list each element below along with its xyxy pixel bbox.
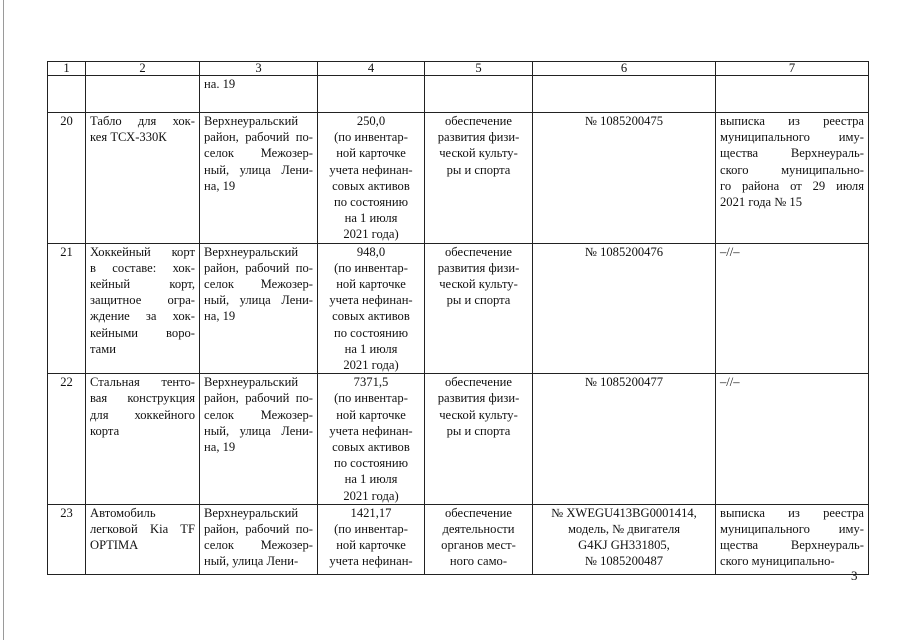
id-line: G4KJ GH331805, bbox=[578, 538, 670, 553]
item-value-cell bbox=[318, 504, 425, 574]
item-name-cell bbox=[86, 374, 200, 505]
purpose-line: развития физи- bbox=[437, 130, 520, 145]
basis-line: –//– bbox=[720, 375, 740, 390]
value-line: 2021 года) bbox=[343, 358, 399, 373]
item-purpose-cell bbox=[425, 374, 533, 505]
value-line: 7371,5 bbox=[353, 375, 389, 390]
name-line: OPTIMA bbox=[90, 538, 139, 553]
item-basis-cell bbox=[716, 113, 869, 244]
purpose-line: ческой культу- bbox=[439, 146, 518, 161]
item-id-cell bbox=[533, 243, 716, 374]
table-row bbox=[48, 113, 869, 244]
value-line: на 1 июля bbox=[344, 472, 398, 487]
value-line: учета нефинан- bbox=[329, 162, 413, 177]
id-line: № 1085200477 bbox=[584, 375, 664, 390]
purpose-line: ческой культу- bbox=[439, 277, 518, 292]
address-line: район, рабочий по- bbox=[204, 130, 313, 145]
address-line: на, 19 bbox=[204, 309, 236, 324]
name-line: вая конструкция bbox=[90, 391, 195, 406]
page-number: 3 bbox=[851, 568, 858, 583]
item-value-cell bbox=[318, 243, 425, 374]
value-line: ной карточке bbox=[336, 146, 406, 161]
id-line: № 1085200475 bbox=[584, 114, 664, 128]
purpose-line: ры и спорта bbox=[446, 423, 511, 438]
item-id-cell bbox=[533, 113, 716, 244]
name-line: кея ТСХ-330К bbox=[90, 130, 167, 145]
address-line: ный, улица Лени- bbox=[204, 554, 299, 569]
name-line: Табло для хок- bbox=[90, 114, 195, 128]
basis-line: го района от 29 июля bbox=[720, 178, 864, 193]
value-line: (по инвентар- bbox=[334, 130, 408, 145]
basis-line: –//– bbox=[720, 244, 740, 259]
purpose-line: обеспечение bbox=[444, 114, 513, 128]
item-address-cell bbox=[200, 243, 318, 374]
item-address-cell bbox=[200, 374, 318, 505]
purpose-line: органов мест- bbox=[441, 538, 516, 553]
header-cell-2: 2 bbox=[86, 62, 200, 76]
value-line: совых активов bbox=[332, 309, 410, 324]
purpose-line: ры и спорта bbox=[446, 293, 511, 308]
table-row bbox=[48, 243, 869, 374]
address-line: селок Межозер- bbox=[204, 146, 313, 161]
item-number-cell: 21 bbox=[48, 243, 86, 374]
value-line: учета нефинан- bbox=[329, 554, 413, 569]
column-number-header-row bbox=[48, 62, 869, 76]
address-line: Верхнеуральский bbox=[204, 244, 299, 259]
property-registry-table bbox=[47, 61, 869, 575]
address-line: на, 19 bbox=[204, 440, 236, 455]
continuation-cell-4 bbox=[318, 76, 425, 113]
name-line: ждение за хок- bbox=[90, 309, 195, 324]
purpose-line: развития физи- bbox=[437, 260, 520, 275]
value-line: (по инвентар- bbox=[334, 522, 408, 537]
page-edge-line bbox=[3, 0, 4, 640]
item-value-cell bbox=[318, 374, 425, 505]
header-cell-7: 7 bbox=[716, 62, 869, 76]
continuation-address-line: на. 19 bbox=[204, 77, 236, 91]
value-line: ной карточке bbox=[336, 277, 406, 292]
value-line: 1421,17 bbox=[350, 505, 392, 520]
name-line: кейный корт, bbox=[90, 277, 195, 292]
purpose-line: обеспечение bbox=[444, 244, 513, 259]
value-line: по состоянию bbox=[333, 325, 409, 340]
value-line: (по инвентар- bbox=[334, 260, 408, 275]
name-line: Автомобиль bbox=[90, 505, 156, 520]
header-cell-3: 3 bbox=[200, 62, 318, 76]
address-line: район, рабочий по- bbox=[204, 391, 313, 406]
name-line: Стальная тенто- bbox=[90, 375, 195, 390]
address-line: район, рабочий по- bbox=[204, 522, 313, 537]
continuation-cell-7 bbox=[716, 76, 869, 113]
value-line: 2021 года) bbox=[343, 488, 399, 503]
name-line: тами bbox=[90, 341, 116, 356]
id-line: № 1085200487 bbox=[584, 554, 664, 569]
value-line: по состоянию bbox=[333, 456, 409, 471]
address-line: ный, улица Лени- bbox=[204, 423, 313, 438]
purpose-line: развития физи- bbox=[437, 391, 520, 406]
continuation-cell-1 bbox=[48, 76, 86, 113]
value-line: учета нефинан- bbox=[329, 293, 413, 308]
value-line: учета нефинан- bbox=[329, 423, 413, 438]
item-number-cell: 22 bbox=[48, 374, 86, 505]
name-line: в составе: хок- bbox=[90, 260, 195, 275]
item-basis-cell bbox=[716, 243, 869, 374]
basis-line: муниципального иму- bbox=[720, 522, 864, 537]
basis-line: ского муниципально- bbox=[720, 162, 864, 177]
basis-line: щества Верхнеураль- bbox=[720, 146, 864, 161]
item-name-cell bbox=[86, 113, 200, 244]
table-row bbox=[48, 374, 869, 505]
item-purpose-cell bbox=[425, 504, 533, 574]
item-address-cell bbox=[200, 504, 318, 574]
id-line: № XWEGU413BG0001414, bbox=[551, 505, 697, 520]
purpose-line: ческой культу- bbox=[439, 407, 518, 422]
basis-line: 2021 года № 15 bbox=[720, 195, 803, 210]
name-line: кейными воро- bbox=[90, 325, 195, 340]
item-purpose-cell bbox=[425, 243, 533, 374]
value-line: 948,0 bbox=[356, 244, 386, 259]
header-cell-4: 4 bbox=[318, 62, 425, 76]
address-line: на, 19 bbox=[204, 178, 236, 193]
item-name-cell bbox=[86, 243, 200, 374]
name-line: легковой Kia TF bbox=[90, 522, 195, 537]
item-name-cell bbox=[86, 504, 200, 574]
item-value-cell bbox=[318, 113, 425, 244]
value-line: 2021 года) bbox=[343, 227, 399, 242]
address-line: район, рабочий по- bbox=[204, 260, 313, 275]
continuation-cell-3 bbox=[200, 76, 318, 113]
item-basis-cell bbox=[716, 374, 869, 505]
basis-line: выписка из реестра bbox=[720, 505, 864, 520]
header-cell-6: 6 bbox=[533, 62, 716, 76]
value-line: совых активов bbox=[332, 178, 410, 193]
item-number-cell: 20 bbox=[48, 113, 86, 244]
address-line: селок Межозер- bbox=[204, 407, 313, 422]
continuation-row bbox=[48, 76, 869, 113]
id-line: № 1085200476 bbox=[584, 244, 664, 259]
address-line: Верхнеуральский bbox=[204, 375, 299, 390]
value-line: ной карточке bbox=[336, 407, 406, 422]
purpose-line: обеспечение bbox=[444, 505, 513, 520]
basis-line: муниципального иму- bbox=[720, 130, 864, 145]
address-line: Верхнеуральский bbox=[204, 505, 299, 520]
item-basis-cell bbox=[716, 504, 869, 574]
item-number-cell: 23 bbox=[48, 504, 86, 574]
value-line: по состоянию bbox=[333, 195, 409, 210]
purpose-line: ры и спорта bbox=[446, 162, 511, 177]
address-line: селок Межозер- bbox=[204, 538, 313, 553]
header-cell-1: 1 bbox=[48, 62, 86, 76]
address-line: ный, улица Лени- bbox=[204, 293, 313, 308]
continuation-cell-5 bbox=[425, 76, 533, 113]
basis-line: щества Верхнеураль- bbox=[720, 538, 864, 553]
purpose-line: деятельности bbox=[442, 522, 515, 537]
continuation-cell-6 bbox=[533, 76, 716, 113]
item-id-cell bbox=[533, 374, 716, 505]
purpose-line: ного само- bbox=[449, 554, 508, 569]
continuation-cell-2 bbox=[86, 76, 200, 113]
address-line: Верхнеуральский bbox=[204, 114, 299, 128]
id-line: модель, № двигателя bbox=[567, 522, 681, 537]
name-line: для хоккейного bbox=[90, 407, 195, 422]
item-address-cell bbox=[200, 113, 318, 244]
name-line: корта bbox=[90, 423, 120, 438]
value-line: на 1 июля bbox=[344, 341, 398, 356]
item-id-cell bbox=[533, 504, 716, 574]
name-line: Хоккейный корт bbox=[90, 244, 195, 259]
value-line: 250,0 bbox=[356, 114, 386, 128]
value-line: (по инвентар- bbox=[334, 391, 408, 406]
table-row bbox=[48, 504, 869, 574]
item-purpose-cell bbox=[425, 113, 533, 244]
value-line: ной карточке bbox=[336, 538, 406, 553]
value-line: совых активов bbox=[332, 440, 410, 455]
basis-line: ского муниципально- bbox=[720, 554, 835, 569]
address-line: ный, улица Лени- bbox=[204, 162, 313, 177]
basis-line: выписка из реестра bbox=[720, 114, 864, 128]
value-line: на 1 июля bbox=[344, 211, 398, 226]
purpose-line: обеспечение bbox=[444, 375, 513, 390]
header-cell-5: 5 bbox=[425, 62, 533, 76]
name-line: защитное огра- bbox=[90, 293, 195, 308]
address-line: селок Межозер- bbox=[204, 277, 313, 292]
